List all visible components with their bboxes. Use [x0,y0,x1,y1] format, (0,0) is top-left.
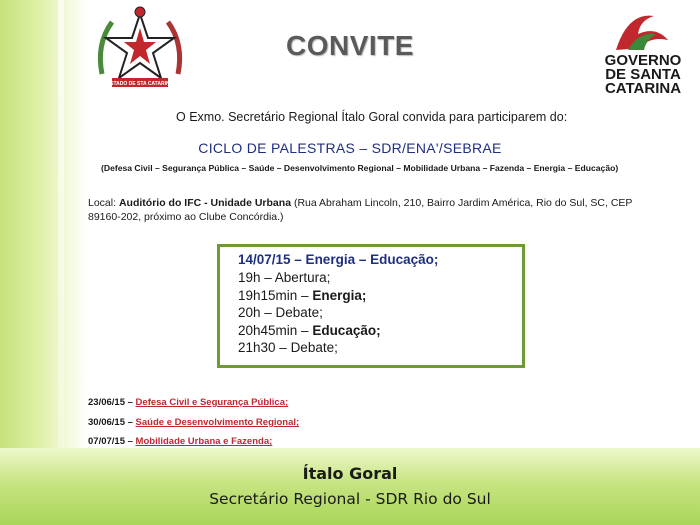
page-title: CONVITE [286,30,414,61]
schedule-item: Educação; [312,322,381,338]
schedule-line [238,287,522,305]
schedule-title: 14/07/15 – Energia – Educação; [238,252,439,267]
logo-line-2: DE SANTA [605,66,681,83]
government-logo [598,6,688,96]
seal-ribbon-text: ESTADO DE STA CATARINA [106,81,174,87]
past-event-date: 23/06/15 – [88,397,136,408]
schedule-item: Debate; [290,340,338,355]
schedule-item: Abertura; [274,270,331,285]
schedule-item: Debate; [275,305,323,320]
schedule-time: 20h – [238,305,276,320]
schedule-line [238,339,522,357]
location-place: Auditório do IFC - Unidade Urbana [118,197,292,209]
schedule-time: 20h45min – [238,322,313,338]
past-event [88,436,272,447]
location-label: Local: [88,197,117,209]
past-event-topic: Saúde e Desenvolvimento Regional; [135,417,300,428]
past-event [88,397,288,408]
schedule-item: Energia; [312,287,367,303]
past-event [88,417,299,428]
logo-line-3: CATARINA [604,80,682,97]
location-address: (Rua Abraham Lincoln, 210, Bairro Jardim América, Rio do Sul, SC, CEP 89160-202, próximo ao Clube Concórdia.) [88,197,633,223]
schedule-box [217,244,525,368]
schedule-time: 19h15min – [238,287,313,303]
schedule-line [238,304,522,322]
logo-line-1: GOVERNO [604,52,682,69]
lecture-topics: (Defesa Civil – Segurança Pública – Saúde – Desenvolvimento Regional – Mobilidade Urbana – Fazenda – Energia – Educação) [101,163,619,173]
lecture-cycle-title: CICLO DE PALESTRAS – SDR/ENA'/SEBRAE [198,140,502,156]
schedule-line [238,322,522,340]
past-event-topic: Defesa Civil e Segurança Pública; [135,397,289,408]
footer-band [0,448,700,525]
schedule-line [238,269,522,287]
left-decorative-band [0,0,88,525]
invitation-intro: O Exmo. Secretário Regional Ítalo Goral convida para participarem do: [176,110,568,124]
schedule-time: 21h30 – [238,340,291,355]
past-event-date: 30/06/15 – [88,417,136,428]
past-event-date: 07/07/15 – [88,436,136,447]
signatory-name: Ítalo Goral [302,464,398,483]
past-event-topic: Mobilidade Urbana e Fazenda; [135,436,273,447]
logo-wordmark [598,54,688,96]
signatory-role: Secretário Regional - SDR Rio do Sul [209,490,491,508]
schedule-time: 19h – [238,270,275,285]
location-info [88,196,658,224]
